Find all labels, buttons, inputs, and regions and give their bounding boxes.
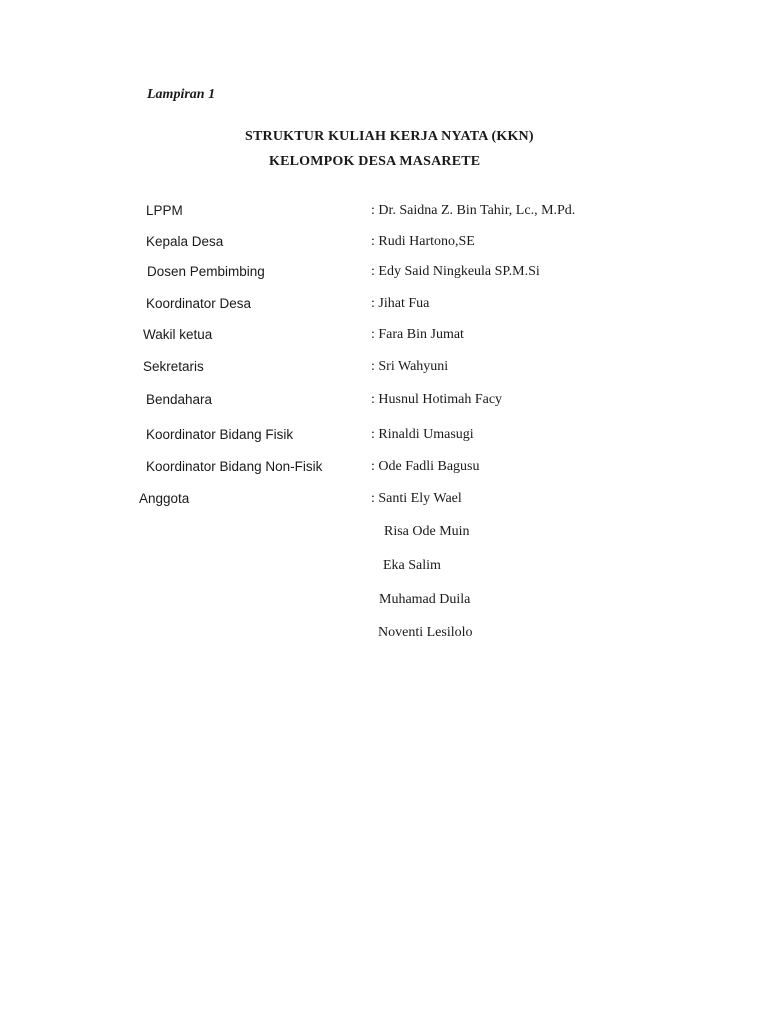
role-label-koordinator-bidang-fisik: Koordinator Bidang Fisik <box>146 427 294 442</box>
role-value-koordinator-desa: : Jihat Fua <box>371 296 430 311</box>
role-label-koordinator-desa: Koordinator Desa <box>146 296 252 311</box>
role-value-kepala-desa: : Rudi Hartono,SE <box>371 234 475 249</box>
role-label-lppm: LPPM <box>146 203 183 218</box>
role-value-sekretaris: : Sri Wahyuni <box>371 359 449 374</box>
role-value-koordinator-bidang-fisik: : Rinaldi Umasugi <box>371 427 474 442</box>
document-title-line-1: STRUKTUR KULIAH KERJA NYATA (KKN) <box>245 129 534 144</box>
member-name: Risa Ode Muin <box>384 524 470 539</box>
role-value-anggota: : Santi Ely Wael <box>371 491 462 506</box>
role-value-wakil-ketua: : Fara Bin Jumat <box>371 327 464 342</box>
role-label-wakil-ketua: Wakil ketua <box>143 327 213 342</box>
member-name: Eka Salim <box>383 558 441 573</box>
role-label-koordinator-bidang-non-fisik: Koordinator Bidang Non-Fisik <box>146 459 323 474</box>
role-label-bendahara: Bendahara <box>146 392 213 407</box>
role-value-dosen-pembimbing: : Edy Said Ningkeula SP.M.Si <box>371 264 540 279</box>
role-label-dosen-pembimbing: Dosen Pembimbing <box>147 264 265 279</box>
member-name: Muhamad Duila <box>379 592 471 607</box>
role-label-kepala-desa: Kepala Desa <box>146 234 224 249</box>
role-label-sekretaris: Sekretaris <box>143 359 204 374</box>
member-name: Noventi Lesilolo <box>378 625 473 640</box>
role-label-anggota: Anggota <box>139 491 190 506</box>
document-title-line-2: KELOMPOK DESA MASARETE <box>269 154 481 169</box>
appendix-label: Lampiran 1 <box>147 87 216 102</box>
role-value-bendahara: : Husnul Hotimah Facy <box>371 392 503 407</box>
role-value-koordinator-bidang-non-fisik: : Ode Fadli Bagusu <box>371 459 480 474</box>
role-value-lppm: : Dr. Saidna Z. Bin Tahir, Lc., M.Pd. <box>371 203 576 218</box>
